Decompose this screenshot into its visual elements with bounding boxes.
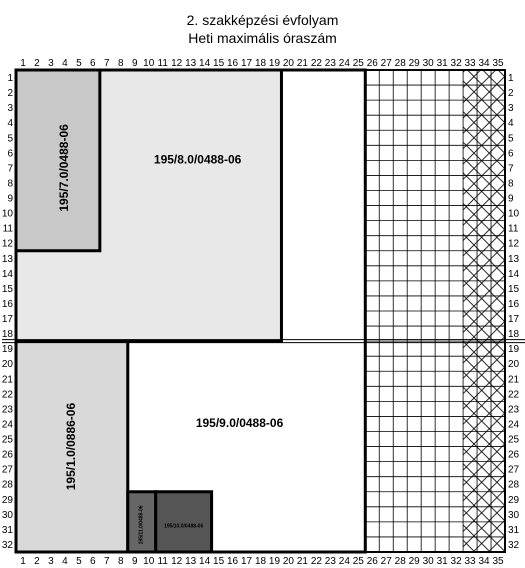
row-label-left: 17 (1, 314, 13, 326)
col-label-bottom: 26 (366, 556, 378, 567)
title-line-1: 2. szakképzési évfolyam (186, 12, 339, 28)
row-label-right: 12 (508, 238, 520, 250)
row-label-left: 21 (1, 374, 13, 386)
row-label-right: 13 (508, 253, 520, 265)
row-label-left: 3 (7, 103, 13, 115)
row-label-right: 11 (508, 223, 519, 235)
row-label-right: 1 (508, 73, 514, 85)
col-label-bottom: 32 (450, 556, 462, 567)
title-line-2: Heti maximális óraszám (188, 30, 337, 46)
col-label-top: 19 (268, 58, 281, 69)
row-label-right: 16 (508, 298, 520, 310)
row-label-left: 29 (1, 494, 13, 506)
col-label-bottom: 30 (422, 556, 434, 567)
row-label-right: 2 (508, 88, 514, 100)
row-label-right: 26 (508, 449, 520, 461)
col-label-bottom: 35 (492, 556, 504, 567)
row-label-left: 31 (1, 524, 13, 536)
col-label-bottom: 18 (254, 556, 267, 567)
row-label-left: 24 (1, 419, 13, 431)
col-label-top: 28 (394, 58, 406, 69)
block-label-b6: 195/10.0/0488-06 (164, 523, 204, 530)
col-label-bottom: 28 (394, 556, 406, 567)
col-label-top: 5 (76, 58, 82, 69)
row-label-right: 7 (508, 163, 514, 175)
row-label-right: 15 (508, 283, 520, 295)
row-label-left: 22 (1, 389, 13, 401)
col-label-bottom: 12 (171, 556, 183, 567)
col-label-top: 25 (352, 58, 364, 69)
col-label-top: 22 (310, 58, 322, 69)
row-label-left: 19 (1, 344, 13, 356)
col-label-bottom: 1 (20, 556, 26, 567)
block-label-b1: 195/7.0/0488-06 (57, 124, 72, 212)
col-label-top: 31 (436, 58, 448, 69)
col-label-top: 10 (143, 58, 155, 69)
col-label-top: 29 (408, 58, 420, 69)
col-label-bottom: 31 (436, 556, 448, 567)
col-label-bottom: 15 (213, 556, 225, 567)
col-label-top: 20 (282, 58, 295, 69)
col-label-top: 26 (366, 58, 378, 69)
col-label-top: 18 (254, 58, 267, 69)
row-label-right: 18 (508, 329, 520, 341)
row-label-left: 8 (7, 178, 13, 190)
col-label-top: 21 (296, 58, 308, 69)
row-label-left: 6 (7, 148, 13, 160)
row-label-left: 15 (1, 283, 13, 295)
row-label-right: 28 (508, 479, 520, 491)
block-label-b5: 195/11.0/0488-06 (138, 505, 145, 545)
row-label-right: 22 (508, 389, 520, 401)
col-label-top: 23 (324, 58, 336, 69)
col-label-bottom: 7 (104, 556, 110, 567)
row-label-right: 24 (508, 419, 520, 431)
row-label-left: 12 (1, 238, 13, 250)
col-label-top: 4 (62, 58, 68, 69)
col-label-top: 14 (199, 58, 211, 69)
col-label-bottom: 21 (296, 556, 308, 567)
col-label-bottom: 4 (62, 556, 68, 567)
row-label-left: 2 (7, 88, 13, 100)
row-label-left: 27 (1, 464, 13, 476)
row-label-left: 32 (1, 539, 13, 551)
col-label-bottom: 22 (310, 556, 322, 567)
col-label-bottom: 24 (338, 556, 350, 567)
col-label-top: 17 (240, 58, 253, 69)
col-label-bottom: 19 (268, 556, 281, 567)
col-label-bottom: 16 (226, 556, 239, 567)
col-label-top: 30 (422, 58, 434, 69)
col-label-top: 24 (338, 58, 350, 69)
row-label-left: 18 (1, 329, 13, 341)
row-label-left: 7 (7, 163, 13, 175)
col-label-bottom: 2 (34, 556, 40, 567)
row-label-right: 21 (508, 374, 520, 386)
row-label-right: 3 (508, 103, 514, 115)
col-label-bottom: 23 (324, 556, 336, 567)
row-label-right: 27 (508, 464, 520, 476)
row-label-right: 6 (508, 148, 514, 160)
col-label-top: 16 (226, 58, 239, 69)
row-label-left: 10 (1, 208, 13, 220)
row-label-left: 16 (1, 298, 13, 310)
col-label-top: 9 (131, 58, 138, 69)
row-label-right: 23 (508, 404, 520, 416)
col-label-top: 15 (213, 58, 225, 69)
row-label-right: 32 (508, 539, 520, 551)
col-label-top: 27 (380, 58, 392, 69)
col-label-bottom: 27 (380, 556, 392, 567)
col-label-top: 12 (171, 58, 183, 69)
row-label-left: 28 (1, 479, 13, 491)
row-label-right: 4 (508, 118, 514, 130)
col-label-top: 1 (20, 58, 26, 69)
row-label-right: 30 (508, 509, 520, 521)
row-label-right: 10 (508, 208, 520, 220)
col-label-top: 33 (464, 58, 476, 69)
col-label-top: 32 (450, 58, 462, 69)
row-label-left: 20 (1, 359, 13, 371)
row-label-left: 25 (1, 434, 13, 446)
row-label-right: 14 (508, 268, 520, 280)
col-label-bottom: 34 (478, 556, 490, 567)
col-label-top: 34 (478, 58, 490, 69)
col-label-bottom: 11 (157, 556, 168, 567)
row-label-right: 25 (508, 434, 520, 446)
row-label-right: 5 (508, 133, 514, 145)
col-label-bottom: 17 (240, 556, 253, 567)
col-label-bottom: 3 (48, 556, 54, 567)
row-label-right: 19 (508, 344, 520, 356)
col-label-bottom: 10 (143, 556, 155, 567)
col-label-bottom: 8 (118, 556, 124, 567)
row-label-right: 20 (508, 359, 520, 371)
row-label-right: 8 (508, 178, 514, 190)
col-label-bottom: 20 (282, 556, 295, 567)
col-label-top: 3 (48, 58, 54, 69)
col-label-bottom: 6 (90, 556, 96, 567)
row-label-left: 26 (1, 449, 13, 461)
col-label-top: 2 (34, 58, 40, 69)
row-label-right: 31 (508, 524, 520, 536)
block-label-b4: 195/9.0/0488-06 (195, 416, 284, 431)
row-label-left: 23 (1, 404, 13, 416)
col-label-top: 6 (90, 58, 96, 69)
row-label-right: 17 (508, 314, 520, 326)
row-label-left: 4 (7, 118, 13, 130)
row-label-left: 13 (1, 253, 13, 265)
col-label-bottom: 9 (131, 556, 138, 567)
block-label-b3: 195/1.0/0886-06 (64, 402, 79, 491)
row-label-left: 9 (7, 193, 13, 205)
col-label-bottom: 14 (199, 556, 211, 567)
col-label-top: 13 (185, 58, 197, 69)
row-label-left: 30 (1, 509, 13, 521)
col-label-top: 35 (492, 58, 504, 69)
block-label-b2: 195/8.0/0488-06 (153, 152, 242, 167)
row-label-left: 1 (7, 73, 13, 85)
col-label-bottom: 29 (408, 556, 420, 567)
block-b6[interactable] (156, 492, 212, 552)
row-label-right: 9 (508, 193, 514, 205)
col-label-top: 8 (118, 58, 124, 69)
row-label-left: 14 (1, 268, 13, 280)
col-label-bottom: 13 (185, 556, 197, 567)
row-label-left: 11 (2, 223, 13, 235)
col-label-top: 11 (157, 58, 168, 69)
col-label-bottom: 33 (464, 556, 476, 567)
row-label-right: 29 (508, 494, 520, 506)
row-label-left: 5 (7, 133, 13, 145)
col-label-bottom: 25 (352, 556, 364, 567)
col-label-top: 7 (104, 58, 110, 69)
col-label-bottom: 5 (76, 556, 82, 567)
